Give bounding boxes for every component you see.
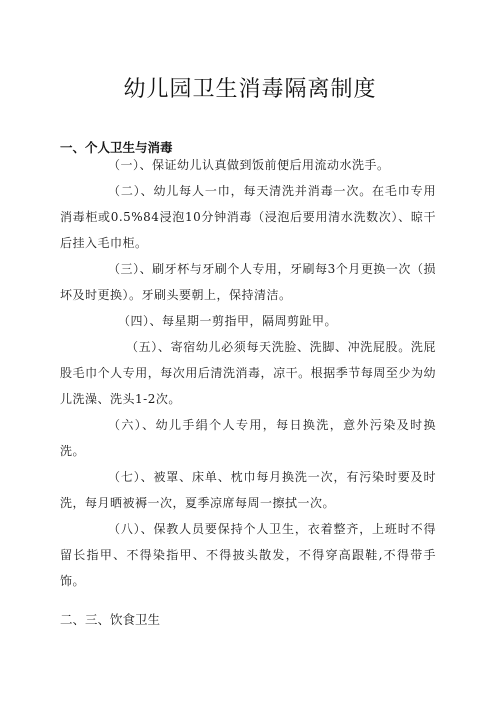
paragraph-7: （七）、被罩、床单、枕巾每月换洗一次，有污染时要及时洗，每月晒被褥一次，夏季凉席每周一擦拭一次。	[60, 470, 436, 510]
section-heading-food-hygiene: 二、三、饮食卫生	[60, 612, 161, 627]
paragraph-1: （一）、保证幼儿认真做到饭前便后用流动水洗手。	[108, 158, 390, 172]
paragraph-6: （六）、幼儿手绢个人专用，每日换洗，意外污染及时换洗。	[60, 418, 436, 458]
paragraph-3: （三）、刷牙杯与牙刷个人专用，牙刷每3个月更换一次（损坏及时更换）。牙刷头要朝上，保持清洁。	[60, 262, 436, 302]
document-title: 幼儿园卫生消毒隔离制度	[123, 77, 377, 102]
paragraph-5: （五）、寄宿幼儿必须每天洗脸、洗脚、冲洗屁股。洗屁股毛巾个人专用，每次用后清洗消毒，凉干。根据季节每周至少为幼儿洗澡、洗头1-2次。	[60, 340, 436, 406]
paragraph-2: （二）、幼儿每人一巾，每天清洗并消毒一次。在毛巾专用消毒柜或0.5%84浸泡10分钟消毒（浸泡后要用清水洗数次）、晾干后挂入毛巾柜。	[60, 184, 436, 250]
section-heading-personal-hygiene: 一、个人卫生与消毒	[60, 140, 173, 155]
paragraph-8: （八）、保教人员要保持个人卫生，衣着整齐，上班时不得留长指甲、不得染指甲、不得披头散发，不得穿高跟鞋,不得带手饰。	[60, 522, 436, 588]
paragraph-4: （四）、每星期一剪指甲，隔周剪趾甲。	[118, 314, 338, 328]
